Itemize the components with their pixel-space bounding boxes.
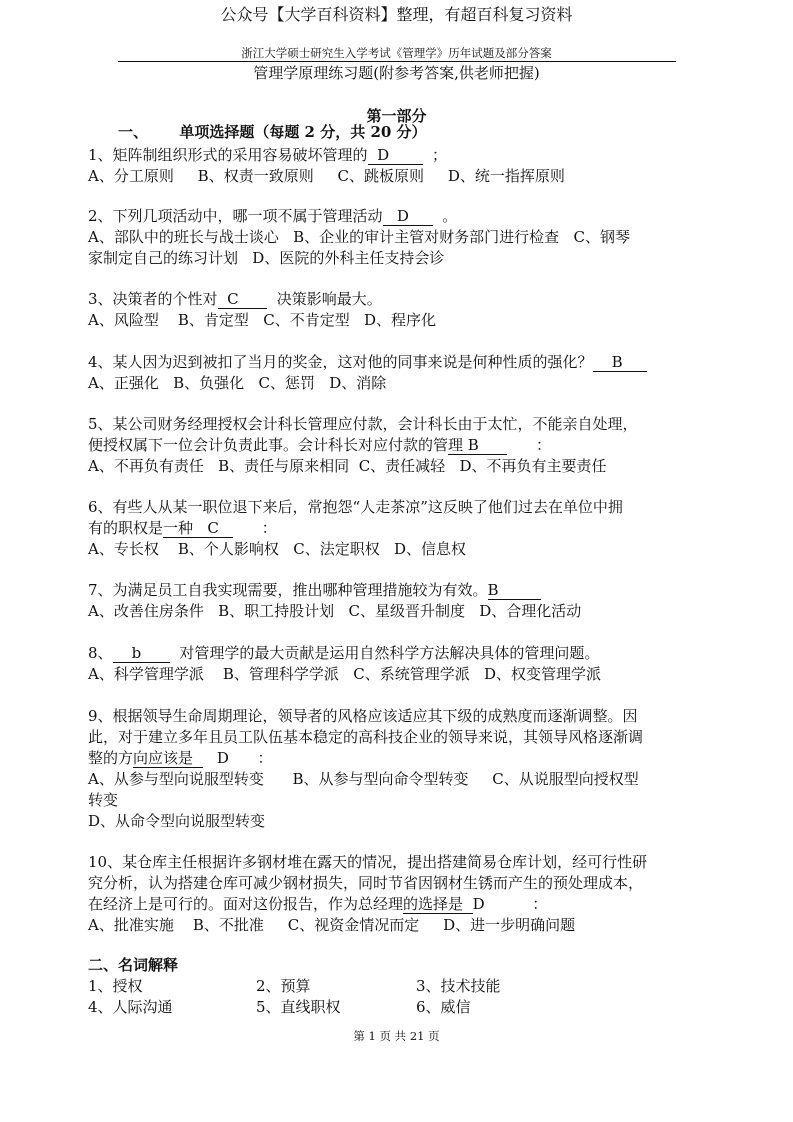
- text-line: [88, 852, 647, 872]
- text-line: [88, 580, 541, 600]
- text-line: [88, 915, 575, 935]
- line-text: 6、有些人从某一职位退下来后，常抱怨“人走茶凉”这反映了他们过去在单位中拥: [88, 498, 623, 516]
- watermark-banner: 公众号【大学百科资料】整理，有超百科复习资料: [220, 5, 573, 24]
- term-item: 4、人际沟通: [88, 998, 173, 1016]
- line-text: 整的方: [88, 749, 134, 767]
- line-text: A、改善住房条件 B、职工持股计划 C、星级晋升制度 D、合理化活动: [88, 602, 582, 620]
- line-text: 2、下列几项活动中，哪一项不属于管理活动: [88, 207, 383, 225]
- document-title: 管理学原理练习题(附参考答案,供老师把握): [253, 64, 540, 82]
- text-line: [88, 497, 623, 517]
- line-text: 二、名词解释: [88, 956, 179, 974]
- text-line: [88, 248, 444, 268]
- answer-blank: C: [217, 290, 268, 308]
- line-text: ：: [507, 436, 552, 454]
- term-item: 1、授权: [88, 977, 143, 995]
- line-text: 8、: [88, 644, 113, 662]
- answer-blank: 一种 C: [163, 519, 234, 537]
- answer-blank: B: [592, 353, 647, 371]
- answer-blank: D: [382, 207, 433, 225]
- line-text: ：: [233, 519, 277, 537]
- line-text: 家制定自己的练习计划 D、医院的外科主任支持会诊: [88, 249, 445, 267]
- line-text: 便授权属下一位会计负责此事。会计科长对应付款的管: [88, 436, 449, 454]
- text-line: [88, 289, 382, 309]
- text-line: [88, 352, 647, 372]
- text-line: [88, 873, 643, 893]
- line-text: 5、某公司财务经理授权会计科长管理应付款，会计科长由于太忙，不能亲自处理，: [88, 415, 638, 433]
- text-line: [88, 664, 601, 684]
- line-text: 有的职权是: [88, 519, 164, 537]
- text-line: [88, 206, 457, 226]
- line-text: A、科学管理学派 B、管理科学学派 C、系统管理学派 D、权变管理学派: [88, 665, 602, 683]
- text-line: [88, 955, 178, 975]
- answer-blank: 理 B: [448, 436, 508, 454]
- line-text: 决策影响最大。: [267, 290, 382, 308]
- text-line: [88, 811, 265, 831]
- line-text: 10、某仓库主任根据许多钢材堆在露天的情况，提出搭建简易仓库计划，经可行性研: [88, 853, 648, 871]
- line-text: A、从参与型向说服型转变 B、从参与型向命令型转变 C、从说服型向授权型: [88, 770, 639, 788]
- line-text: ；: [422, 146, 448, 164]
- running-header: 浙江大学硕士研究生入学考试《管理学》历年试题及部分答案: [241, 46, 552, 60]
- term-item: 5、直线职权: [256, 998, 341, 1016]
- text-line: [88, 894, 547, 914]
- line-text: 一、 单项选择题（每题 2 分，共 20 分）: [118, 123, 427, 141]
- text-line: [88, 435, 551, 455]
- line-text: A、专长权 B、个人影响权 C、法定职权 D、信息权: [88, 540, 467, 558]
- text-line: [88, 748, 273, 768]
- text-line: [88, 643, 599, 663]
- text-line: [88, 456, 607, 476]
- text-line: [88, 769, 639, 789]
- line-text: D ：: [202, 749, 273, 767]
- line-text: A、分工原则 B、权责一致原则 C、跳板原则 D、统一指挥原则: [88, 167, 565, 185]
- text-line: [88, 166, 565, 186]
- part-title: 第一部分: [366, 107, 427, 125]
- line-text: 究分析，认为搭建仓库可减少钢材损失，同时节省因钢材生锈而产生的预处理成本，: [88, 874, 644, 892]
- text-line: [88, 518, 277, 538]
- page-footer: 第 1 页 共 21 页: [353, 1029, 440, 1043]
- term-item: 2、预算: [256, 977, 311, 995]
- text-line: [88, 790, 118, 810]
- line-text: 1、矩阵制组织形式的采用容易破坏管理的: [88, 146, 368, 164]
- answer-blank: 的选择是: [403, 895, 473, 913]
- text-line: [88, 310, 436, 330]
- term-item: 3、技术技能: [416, 977, 501, 995]
- line-text: A、不再负有责任 B、责任与原来相同 C、责任减轻 D、不再负有主要责任: [88, 457, 607, 475]
- text-line: [88, 414, 638, 434]
- text-line: [88, 539, 466, 559]
- answer-blank: D: [367, 146, 423, 164]
- line-text: 转变: [88, 791, 119, 809]
- text-line: [88, 727, 643, 747]
- line-text: D ：: [472, 895, 548, 913]
- line-text: A、部队中的班长与战士谈心 B、企业的审计主管对财务部门进行检查 C、钢琴: [88, 228, 630, 246]
- line-text: A、批准实施 B、不批准 C、视资金情况而定 D、进一步明确问题: [88, 916, 576, 934]
- text-line: [88, 145, 447, 165]
- text-line: [88, 601, 581, 621]
- answer-blank: B: [487, 581, 542, 599]
- answer-blank: b: [112, 644, 170, 662]
- text-line: [88, 227, 630, 247]
- line-text: D、从命令型向说服型转变: [88, 812, 266, 830]
- line-text: 在经济上是可行的。面对这份报告，作为总经理: [88, 895, 404, 913]
- answer-blank: 向应该是: [133, 749, 203, 767]
- line-text: 。: [432, 207, 458, 225]
- text-line: [118, 122, 427, 142]
- line-text: A、风险型 B、肯定型 C、不肯定型 D、程序化: [88, 311, 437, 329]
- line-text: 9、根据领导生命周期理论，领导者的风格应该适应其下级的成熟度而逐渐调整。因: [88, 707, 638, 725]
- text-line: [88, 706, 638, 726]
- line-text: A、正强化 B、负强化 C、惩罚 D、消除: [88, 374, 387, 392]
- line-text: 3、决策者的个性对: [88, 290, 218, 308]
- line-text: 对管理学的最大贡献是运用自然科学方法解决具体的管理问题。: [169, 644, 600, 662]
- line-text: 7、为满足员工自我实现需要，推出哪种管理措施较为有效。: [88, 581, 488, 599]
- term-item: 6、威信: [416, 998, 471, 1016]
- line-text: 4、某人因为迟到被扣了当月的奖金，这对他的同事来说是何种性质的强化？: [88, 353, 593, 371]
- text-line: [88, 373, 386, 393]
- line-text: 此，对于建立多年且员工队伍基本稳定的高科技企业的领导来说，其领导风格逐渐调: [88, 728, 644, 746]
